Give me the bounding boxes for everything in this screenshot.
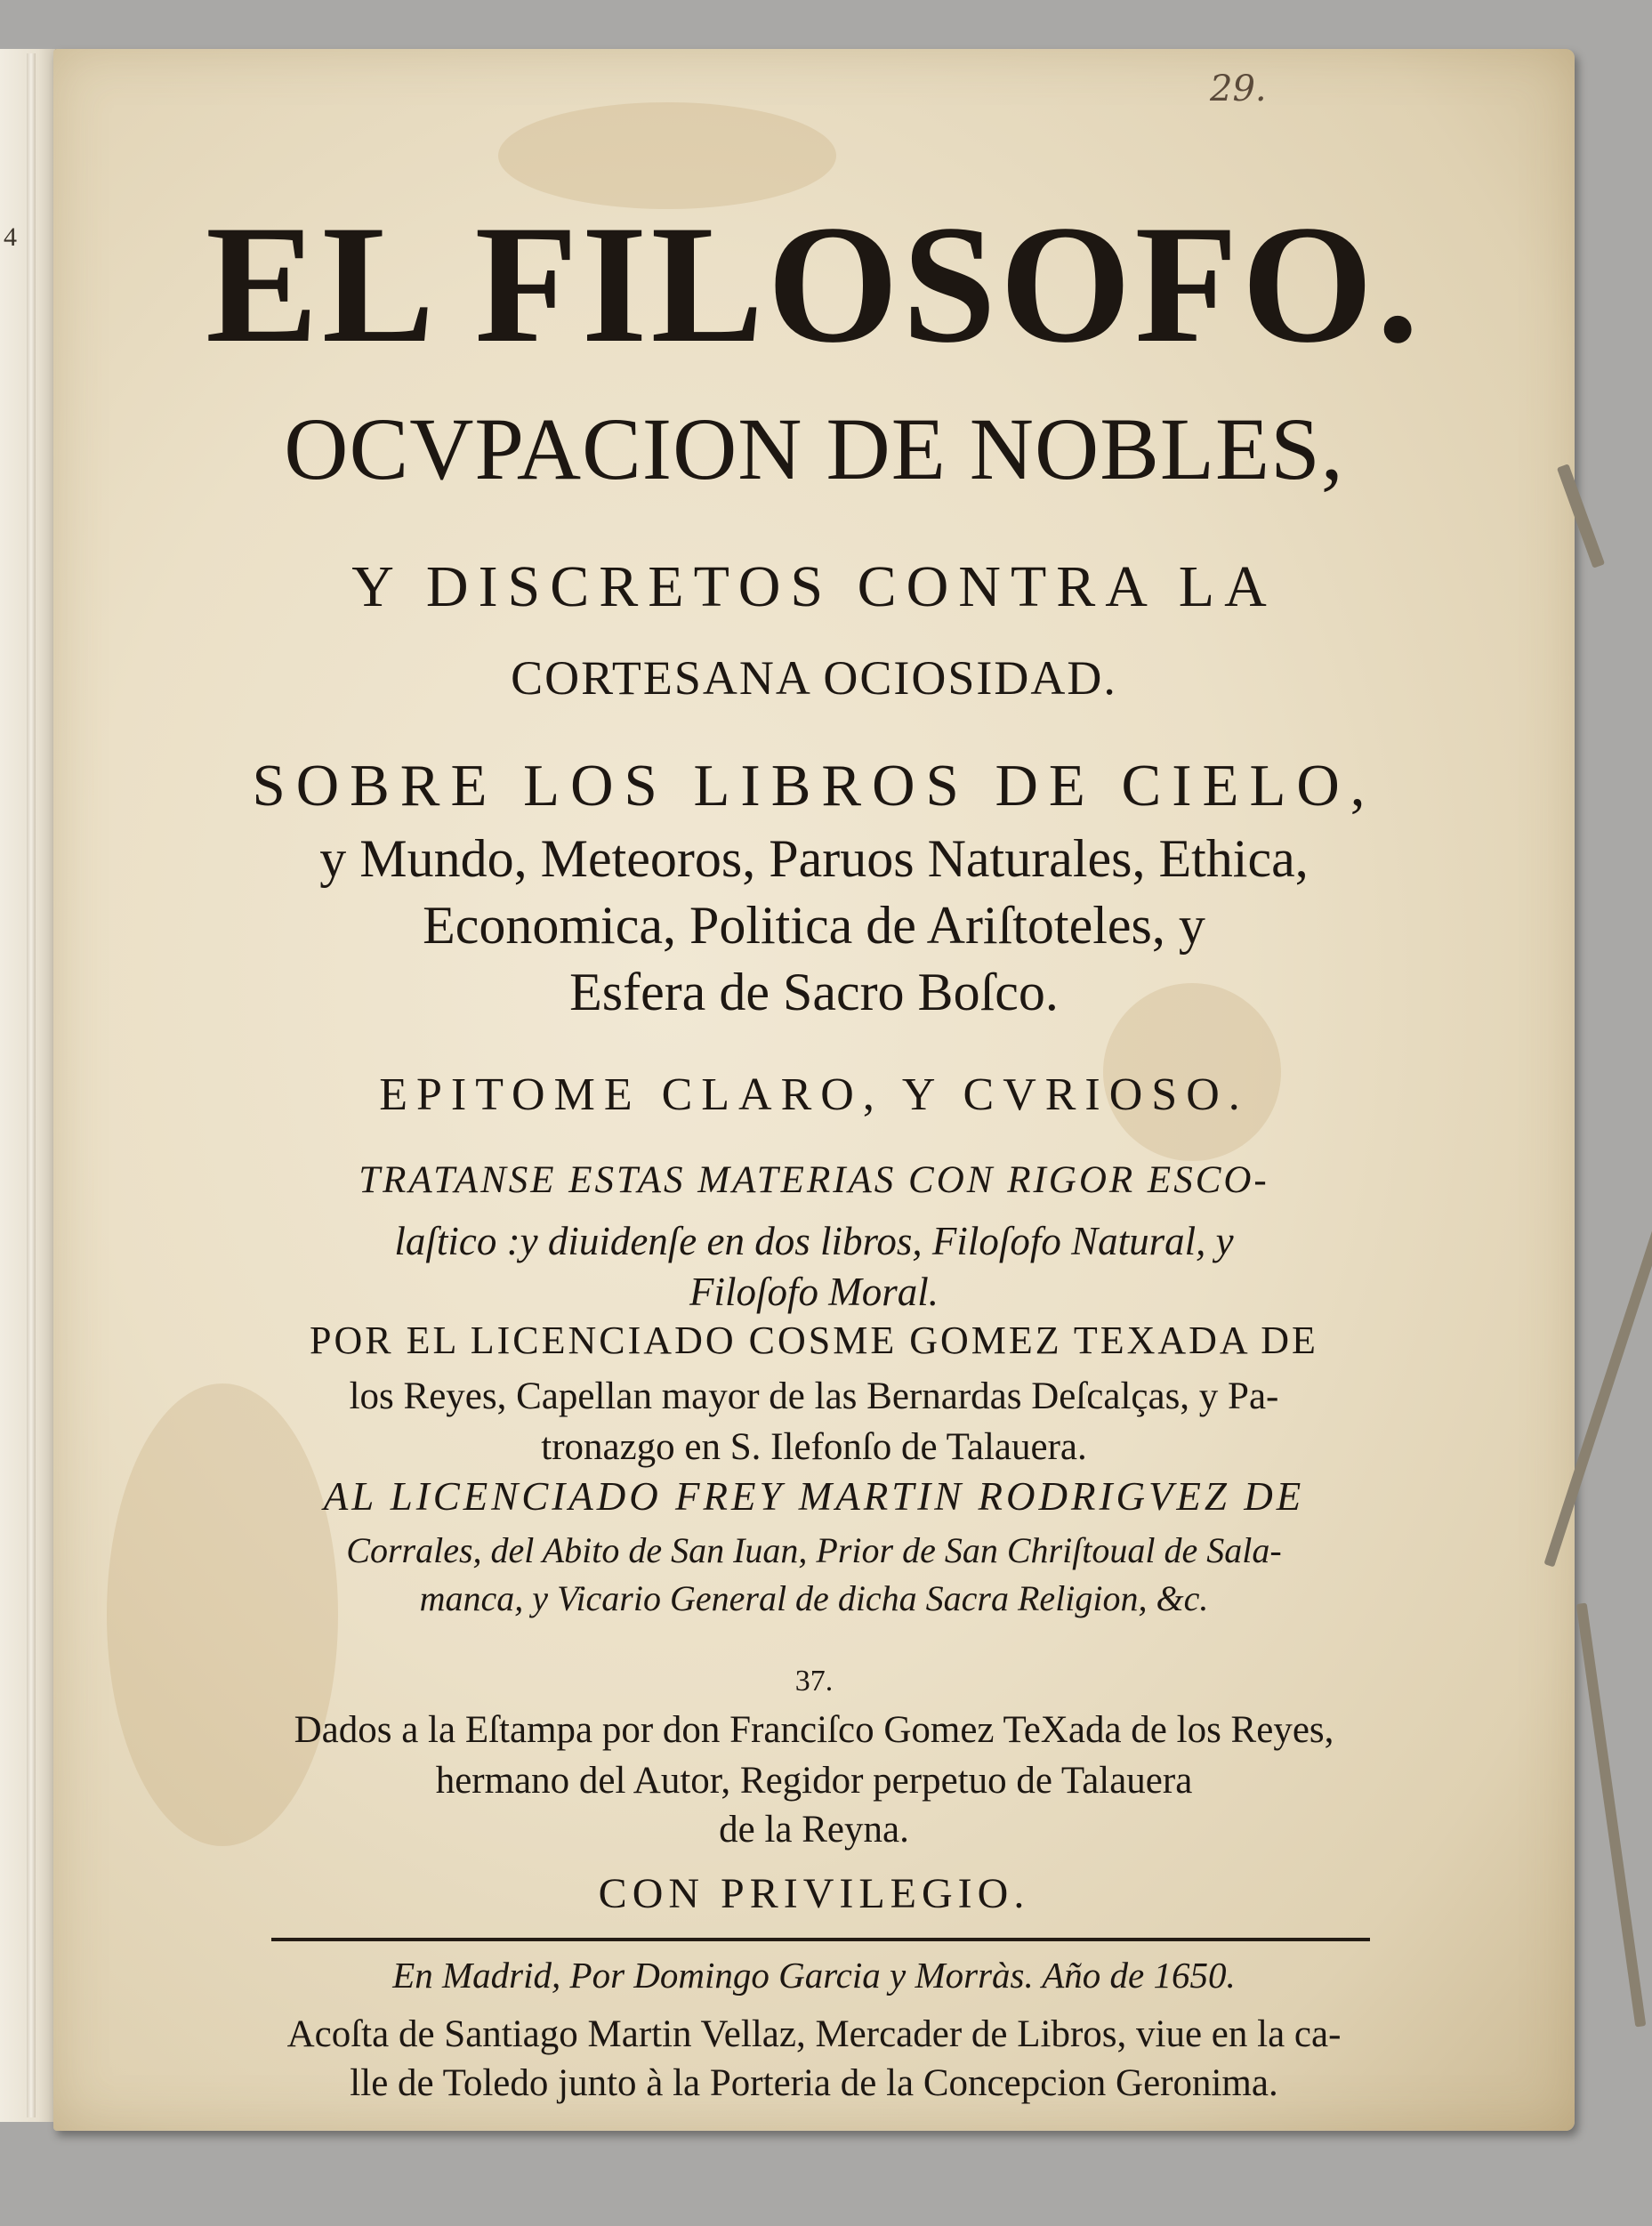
left-page-mark: 4 xyxy=(4,222,17,252)
folio-number: 29. xyxy=(1210,69,1267,109)
publisher-note-line-2: hermano del Autor, Regidor perpetuo de Talauera xyxy=(435,1760,1193,1802)
title-line-4: CORTESANA OCIOSIDAD. xyxy=(511,651,1117,705)
title-line-2: OCVPACION DE NOBLES, xyxy=(284,399,1344,498)
treatise-line-1: TRATANSE ESTAS MATERIAS CON RIGOR ESCO- xyxy=(359,1159,1269,1201)
publisher-note-line-1: Dados a la Eſtampa por don Franciſco Gomez TeXada de los Reyes, xyxy=(294,1709,1334,1751)
imprint-line-3: lle de Toledo junto à la Porteria de la Concepcion Geronima. xyxy=(350,2062,1278,2104)
subject-line-1: SOBRE LOS LIBROS DE CIELO, xyxy=(252,753,1376,819)
subject-line-4: Esfera de Sacro Boſco. xyxy=(569,963,1059,1021)
binding-tie xyxy=(1576,1603,1647,2028)
author-line-2: los Reyes, Capellan mayor de las Bernardas Deſcalças, y Pa- xyxy=(349,1375,1279,1417)
horizontal-rule xyxy=(271,1938,1370,1941)
imprint-line-2: Acoſta de Santiago Martin Vellaz, Mercader de Libros, viue en la ca- xyxy=(286,2013,1342,2055)
author-line-3: tronazgo en S. Ilefonſo de Talauera. xyxy=(541,1426,1087,1468)
imprint-line-1: En Madrid, Por Domingo Garcia y Morràs. Año de 1650. xyxy=(392,1955,1236,1996)
epitome-line: EPITOME CLARO, Y CVRIOSO. xyxy=(379,1069,1249,1120)
manuscript-number: 37. xyxy=(794,1665,834,1698)
subject-line-2: y Mundo, Meteoros, Paruos Naturales, Ethica, xyxy=(319,829,1309,888)
dedication-line-1: AL LICENCIADO FREY MARTIN RODRIGVEZ DE xyxy=(323,1474,1305,1519)
title-line-3: Y DISCRETOS CONTRA LA xyxy=(351,554,1277,619)
dedication-line-3: manca, y Vicario General de dicha Sacra Religion, &c. xyxy=(419,1578,1209,1618)
publisher-note-line-3: de la Reyna. xyxy=(719,1809,909,1851)
dedication-line-2: Corrales, del Abito de San Iuan, Prior de San Chriſtoual de Sala- xyxy=(346,1530,1282,1570)
privilege-line: CON PRIVILEGIO. xyxy=(598,1870,1030,1917)
author-line-1: POR EL LICENCIADO COSME GOMEZ TEXADA DE xyxy=(310,1319,1318,1362)
treatise-line-3: Filoſofo Moral. xyxy=(689,1270,939,1314)
treatise-line-2: laſtico :y diuidenſe en dos libros, Filoſofo Natural, y xyxy=(394,1219,1234,1263)
title-page xyxy=(53,49,1575,2131)
subject-line-3: Economica, Politica de Ariſtoteles, y xyxy=(423,896,1205,955)
binding-strip xyxy=(27,53,36,2117)
title-line-1: EL FILOSOFO. xyxy=(205,191,1422,378)
